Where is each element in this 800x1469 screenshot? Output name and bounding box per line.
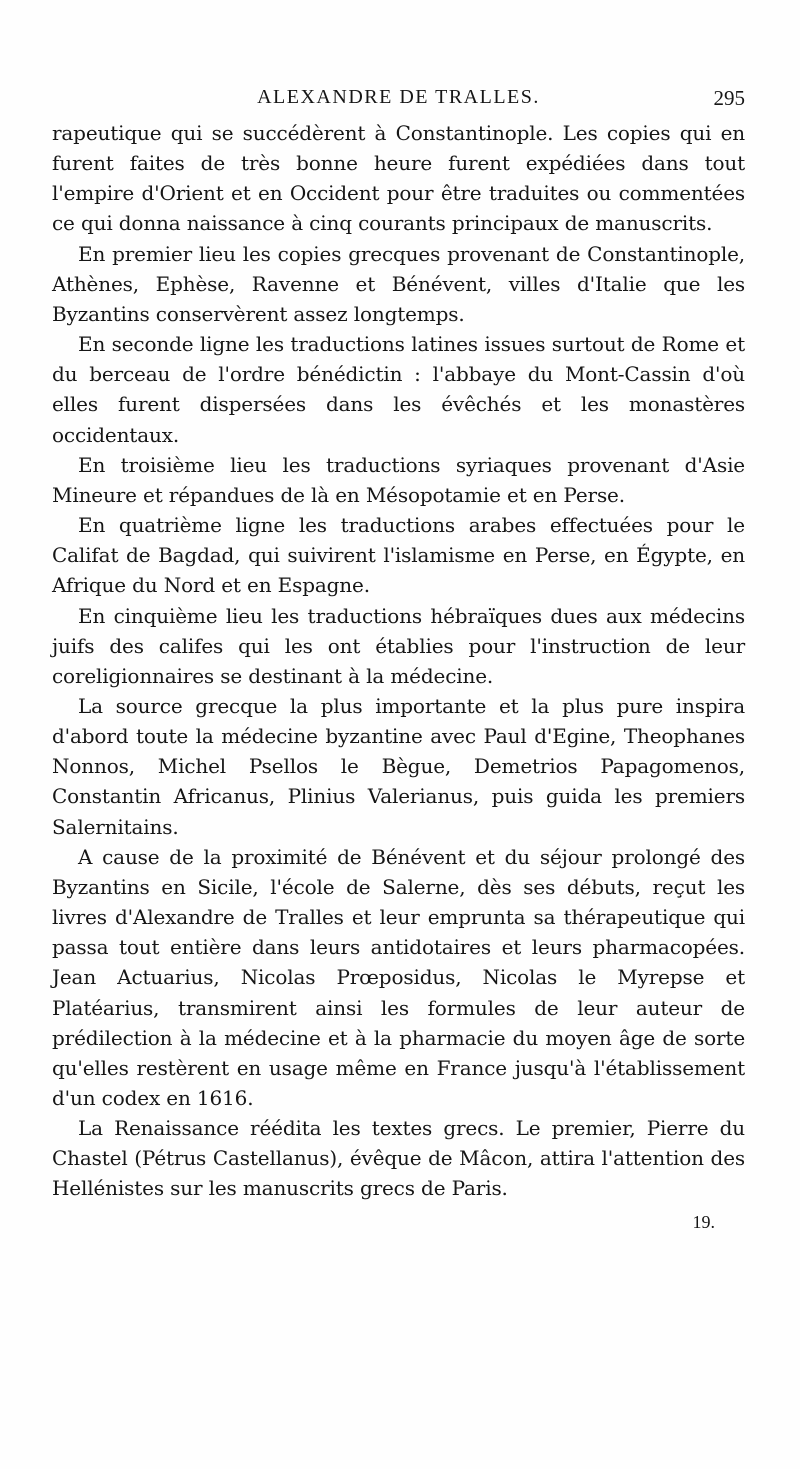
body-text <box>52 118 745 1204</box>
running-head <box>52 78 745 118</box>
paragraph: En seconde ligne les traductions latines issues surtout de Rome et du berceau de l'ordre bénédictin : l'abbaye du Mont-Cassin d'où elles furent dispersées dans les évêchés et les monastères occidentaux. <box>52 332 745 447</box>
paragraph: A cause de la proximité de Bénévent et du séjour prolongé des Byzantins en Sicile, l'école de Salerne, dès ses débuts, reçut les livres d'Alexandre de Tralles et leur emprunta sa thérapeutique qui passa tout entière dans leurs antidotaires et leurs pharmacopées. Jean Actuarius, Nicolas Prœposidus, Nicolas le Myrepse et Platéarius, transmirent ainsi les formules de leur auteur de prédilection à la médecine et à la pharmacie du moyen âge de sorte qu'elles restèrent en usage même en France jusqu'à l'établissement d'un codex en 1616. <box>52 844 745 1110</box>
paragraph: La source grecque la plus importante et la plus pure inspira d'abord toute la médecine byzantine avec Paul d'Egine, Theophanes Nonnos, Michel Psellos le Bègue, Demetrios Papagomenos, Constantin Africanus, Plinius Valerianus, puis guida les premiers Salernitains. <box>52 693 745 839</box>
paragraph: En premier lieu les copies grecques provenant de Constantinople, Athènes, Ephèse, Ravenne et Bénévent, villes d'Italie que les Byzantins conservèrent assez longtemps. <box>52 241 745 326</box>
paragraph: rapeutique qui se succédèrent à Constantinople. Les copies qui en furent faites de très bonne heure furent expédiées dans tout l'empire d'Orient et en Occident pour être traduites ou commentées ce qui donna naissance à cinq courants principaux de manuscrits. <box>52 121 745 236</box>
page-number: 295 <box>713 86 745 110</box>
book-page <box>52 78 745 1233</box>
paragraph: La Renaissance réédita les textes grecs. Le premier, Pierre du Chastel (Pétrus Castellanus), évêque de Mâcon, attira l'attention des Hellénistes sur les manuscrits grecs de Paris. <box>52 1116 745 1201</box>
running-title: ALEXANDRE DE TRALLES. <box>257 86 540 108</box>
paragraph: En cinquième lieu les traductions hébraïques dues aux médecins juifs des califes qui les ont établies pour l'instruction de leur coreligionnaires se destinant à la médecine. <box>52 603 745 688</box>
paragraph: En quatrième ligne les traductions arabes effectuées pour le Califat de Bagdad, qui suivirent l'islamisme en Perse, en Égypte, en Afrique du Nord et en Espagne. <box>52 513 745 598</box>
signature-mark: 19. <box>692 1211 715 1232</box>
paragraph: En troisième lieu les traductions syriaques provenant d'Asie Mineure et répandues de là en Mésopotamie et en Perse. <box>52 452 745 507</box>
